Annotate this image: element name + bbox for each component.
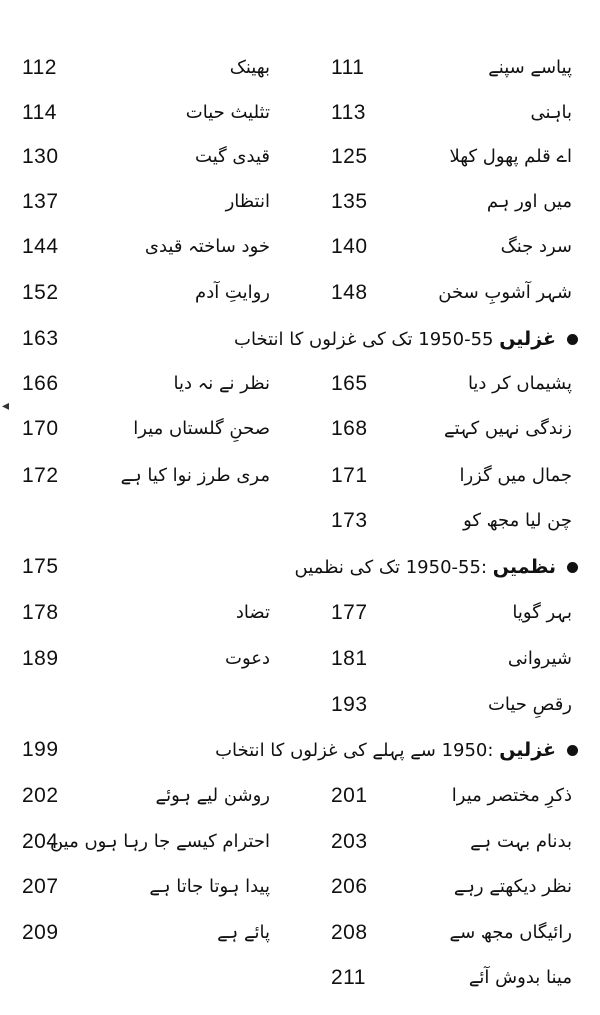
page-number: 207 [22, 875, 59, 898]
entry-title: پشیماں کر دیا [467, 373, 572, 394]
page-number: 171 [331, 464, 368, 487]
entry-title: روشن لیے ہوئے [155, 785, 270, 806]
entry-title: پیاسے سپنے [488, 57, 572, 78]
toc-row [0, 456, 600, 496]
entry-title: صحنِ گلستاں میرا [133, 418, 270, 439]
toc-row [0, 822, 600, 862]
page-number: 111 [331, 56, 365, 79]
page-number: 165 [331, 372, 368, 395]
entry-title: احترام کیسے جا رہا ہوں میں [49, 831, 270, 852]
section-subtitle: :55-1950 تک کی نظمیں [294, 557, 488, 578]
entry-title: قیدی گیت [195, 146, 270, 167]
toc-row [0, 501, 600, 541]
page-number: 144 [22, 235, 59, 258]
page-number: 175 [22, 555, 59, 578]
toc-row [0, 685, 600, 725]
entry-title: ذکرِ مختصر میرا [451, 785, 572, 806]
entry-title: شیروانی [507, 648, 572, 669]
entry-title: پائے ہے [217, 922, 270, 943]
toc-row [0, 776, 600, 816]
entry-title: مری طرز نوا کیا ہے [120, 465, 270, 486]
page-number: 181 [331, 647, 368, 670]
page-number: 203 [331, 830, 368, 853]
entry-title: انتظار [225, 191, 270, 212]
section-heading [0, 319, 600, 359]
entry-title: چن لیا مجھ کو [463, 510, 572, 531]
page-number: 202 [22, 784, 59, 807]
toc-row [0, 913, 600, 953]
page-number: 163 [22, 327, 59, 350]
section-subtitle: 55-1950 تک کی غزلوں کا انتخاب [234, 329, 494, 350]
page-number: 130 [22, 145, 59, 168]
page-number: 140 [331, 235, 368, 258]
page-number: 112 [22, 56, 57, 79]
page-number: 135 [331, 190, 368, 213]
entry-title: باہنی [530, 102, 572, 123]
page-number: 204 [22, 830, 59, 853]
toc-row [0, 273, 600, 313]
entry-title: تثلیث حیات [185, 102, 270, 123]
page-number: 113 [331, 101, 366, 124]
page-number: 170 [22, 417, 59, 440]
entry-title: خود ساختہ قیدی [144, 236, 270, 257]
margin-mark: ◂ [2, 398, 10, 414]
entry-title: دعوت [225, 648, 270, 669]
page-number: 199 [22, 738, 59, 761]
section-heading [0, 730, 600, 770]
page-number: 208 [331, 921, 368, 944]
page-number: 173 [331, 509, 368, 532]
toc-row [0, 593, 600, 633]
entry-title: شہر آشوبِ سخن [438, 282, 572, 303]
section-keyword: غزلیں [499, 328, 556, 350]
toc-row [0, 867, 600, 907]
toc-row [0, 364, 600, 404]
entry-title: اے قلم پھول کھلا [449, 146, 572, 167]
entry-title: تضاد [235, 602, 270, 623]
toc-row [0, 182, 600, 222]
entry-title: روایتِ آدم [195, 282, 270, 303]
section-keyword: غزلیں [499, 739, 556, 761]
toc-row [0, 48, 600, 88]
entry-title: میں اور ہم [486, 191, 572, 212]
page-number: 193 [331, 693, 368, 716]
toc-row [0, 227, 600, 267]
toc-row [0, 958, 600, 998]
page-number: 177 [331, 601, 368, 624]
bullet-icon [567, 562, 578, 573]
page-number: 172 [22, 464, 59, 487]
page-number: 209 [22, 921, 59, 944]
bullet-icon [567, 745, 578, 756]
section-keyword: نظمیں [492, 556, 556, 578]
bullet-icon [567, 334, 578, 345]
entry-title: رقصِ حیات [487, 694, 572, 715]
page-number: 148 [331, 281, 368, 304]
toc-row [0, 639, 600, 679]
entry-title: رائیگاں مجھ سے [449, 922, 572, 943]
toc-row [0, 137, 600, 177]
section-title [236, 547, 556, 588]
page-number: 125 [331, 145, 368, 168]
entry-title: نظر نے نہ دیا [173, 373, 270, 394]
section-subtitle: :1950 سے پہلے کی غزلوں کا انتخاب [215, 740, 494, 761]
entry-title: زندگی نہیں کہتے [444, 418, 572, 439]
toc-row [0, 93, 600, 133]
page-number: 137 [22, 190, 59, 213]
page-number: 178 [22, 601, 59, 624]
entry-title: نظر دیکھتے رہے [453, 876, 572, 897]
page-number: 211 [331, 966, 366, 989]
page-number: 166 [22, 372, 59, 395]
entry-title: بھینک [229, 57, 270, 78]
toc-row [0, 409, 600, 449]
entry-title: پیدا ہوتا جاتا ہے [149, 876, 270, 897]
page-number: 152 [22, 281, 59, 304]
page-number: 189 [22, 647, 59, 670]
entry-title: مینا بدوش آئے [468, 967, 572, 988]
entry-title: بہر گویا [512, 602, 572, 623]
page-number: 206 [331, 875, 368, 898]
entry-title: سرد جنگ [500, 236, 572, 257]
section-heading [0, 547, 600, 587]
page-number: 201 [331, 784, 368, 807]
page-number: 114 [22, 101, 57, 124]
section-title [215, 730, 556, 771]
section-title [236, 319, 556, 360]
entry-title: بدنام بہت ہے [470, 831, 572, 852]
page-number: 168 [331, 417, 368, 440]
entry-title: جمال میں گزرا [459, 465, 572, 486]
